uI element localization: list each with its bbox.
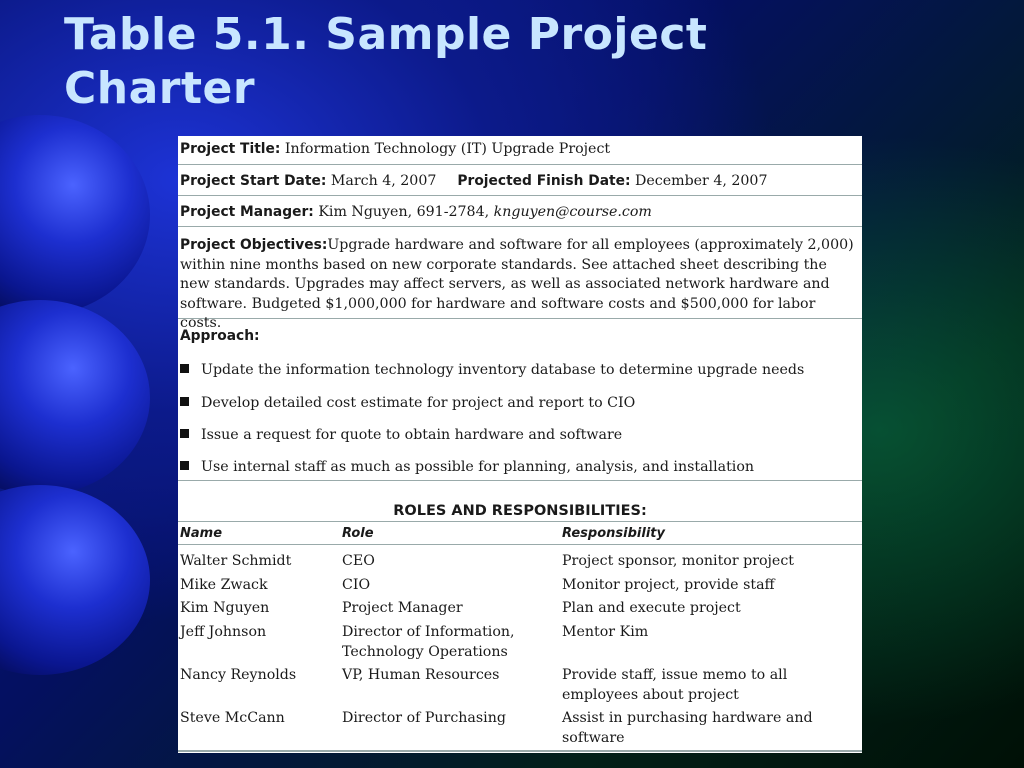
- roles-heading: ROLES AND RESPONSIBILITIES:: [393, 503, 647, 519]
- project-manager-label: Project Manager:: [180, 204, 314, 220]
- approach-section: [178, 319, 862, 481]
- objectives-label: Project Objectives:: [180, 237, 328, 253]
- person-name: Nancy Reynolds: [180, 667, 297, 683]
- project-charter-table: [178, 136, 862, 753]
- person-name: Jeff Johnson: [180, 624, 267, 640]
- approach-item: Develop detailed cost estimate for project and report to CIO: [180, 395, 635, 411]
- person-name: Walter Schmidt: [180, 553, 292, 569]
- column-header-responsibility: Responsibility: [562, 526, 665, 541]
- project-title-label: Project Title:: [180, 141, 281, 157]
- bullet-square-icon: [180, 364, 189, 373]
- project-title-row: [178, 136, 862, 165]
- project-title-value: Information Technology (IT) Upgrade Project: [284, 141, 611, 157]
- person-role: VP, Human Resources: [342, 667, 500, 683]
- person-name: Kim Nguyen: [180, 600, 270, 616]
- column-header-name: Name: [180, 526, 223, 541]
- person-name: Steve McCann: [180, 710, 285, 726]
- person-responsibility: Plan and execute project: [562, 600, 741, 616]
- person-role: Project Manager: [342, 600, 463, 616]
- project-manager-row: [178, 196, 862, 227]
- person-role: CEO: [342, 553, 375, 569]
- approach-label: Approach:: [180, 328, 260, 344]
- project-objectives-row: [178, 227, 862, 331]
- finish-date-label: Projected Finish Date:: [457, 173, 631, 189]
- person-responsibility: Assist in purchasing hardware and software: [562, 710, 813, 746]
- person-responsibility: Provide staff, issue memo to all employees about project: [562, 667, 788, 703]
- approach-item: Use internal staff as much as possible for planning, analysis, and installation: [180, 459, 754, 475]
- bullet-square-icon: [180, 429, 189, 438]
- bullet-square-icon: [180, 397, 189, 406]
- slide-title: Table 5.1. Sample Project Charter: [64, 9, 708, 114]
- column-header-role: Role: [342, 526, 374, 541]
- finish-date-value: December 4, 2007: [635, 173, 768, 189]
- person-responsibility: Project sponsor, monitor project: [562, 553, 794, 569]
- bullet-square-icon: [180, 461, 189, 470]
- decorative-sphere: [0, 300, 150, 495]
- person-role: Director of Information, Technology Operations: [342, 624, 515, 660]
- objectives-text: Upgrade hardware and software for all employees (approximately 2,000) within nine months based on new corporate standards. See attached sheet describing the new standards. Upgrades may affect servers, as well as associated network hardware and software. Budgeted $1,000,000 for hardware and software costs and $500,000 for labor costs.: [180, 237, 854, 331]
- approach-item: Issue a request for quote to obtain hardware and software: [180, 427, 622, 443]
- person-role: CIO: [342, 577, 371, 593]
- start-date-label: Project Start Date:: [180, 173, 327, 189]
- person-responsibility: Monitor project, provide staff: [562, 577, 775, 593]
- decorative-sphere: [0, 485, 150, 675]
- table-bottom-border: [178, 750, 862, 752]
- person-role: Director of Purchasing: [342, 710, 506, 726]
- roles-column-header: [178, 521, 862, 545]
- approach-item: Update the information technology inventory database to determine upgrade needs: [180, 362, 804, 378]
- project-dates-row: [178, 165, 862, 196]
- person-name: Mike Zwack: [180, 577, 268, 593]
- project-manager-email: knguyen@course.com: [493, 204, 652, 220]
- person-responsibility: Mentor Kim: [562, 624, 649, 640]
- project-manager-value: Kim Nguyen, 691-2784,: [318, 204, 490, 220]
- decorative-sphere: [0, 115, 150, 315]
- start-date-value: March 4, 2007: [330, 173, 437, 189]
